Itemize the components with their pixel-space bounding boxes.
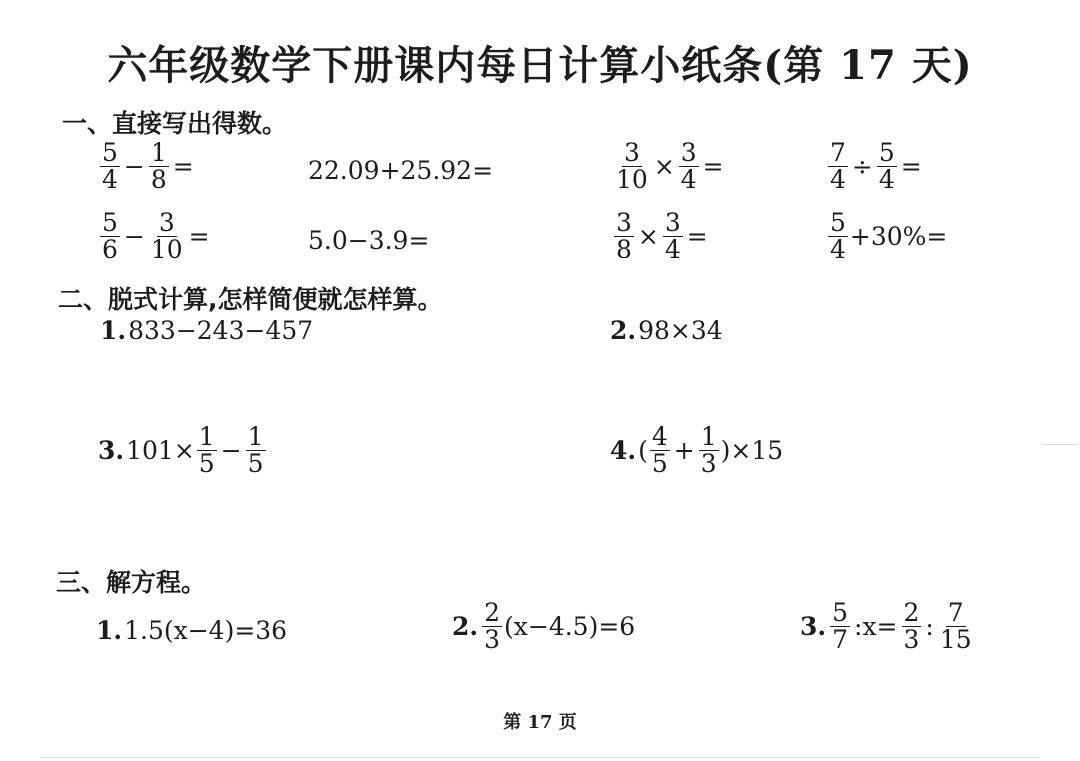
page-edge	[40, 757, 1040, 758]
fraction: $\frac{3}{4}$	[664, 208, 681, 265]
fraction: $\frac{1}{5}$	[247, 422, 264, 479]
fraction: $\frac{3}{4}$	[680, 138, 697, 195]
s1-item-5: $\frac{5}{6}$ − $\frac{3}{10}$ =	[102, 208, 210, 265]
fraction: $\frac{2}{3}$	[903, 598, 920, 655]
fraction: $\frac{5}{7}$	[832, 598, 849, 655]
s2-question-3: 3. 101× $\frac{1}{5}$ − $\frac{1}{5}$	[98, 422, 264, 479]
s3-question-2: 2. $\frac{2}{3}$ (x−4.5)=6	[452, 598, 636, 655]
fraction: $\frac{5}{4}$	[102, 138, 118, 195]
s1-item-6: 5.0−3.9=	[308, 226, 430, 255]
s1-item-7: $\frac{3}{8}$ × $\frac{3}{4}$ =	[616, 208, 708, 265]
fraction: $\frac{3}{8}$	[616, 208, 632, 265]
s3-question-3: 3. $\frac{5}{7}$ :x= $\frac{2}{3}$ : $\frac{7}{15}$	[800, 598, 972, 655]
fraction: $\frac{1}{3}$	[700, 422, 717, 479]
s2-question-4: 4. ( $\frac{4}{5}$ + $\frac{1}{3}$ )×15	[610, 422, 784, 479]
fraction: $\frac{3}{10}$	[616, 138, 648, 195]
s1-item-4: $\frac{7}{4}$ ÷ $\frac{5}{4}$ =	[830, 138, 922, 195]
fraction: $\frac{1}{8}$	[150, 138, 167, 195]
fraction: $\frac{3}{10}$	[150, 208, 183, 265]
fraction: $\frac{2}{3}$	[484, 598, 501, 655]
section1-heading: 一、直接写出得数。	[62, 109, 288, 138]
s3-question-1: 1. 1.5(x−4)=36	[96, 616, 288, 645]
scan-mark	[1042, 444, 1078, 445]
s1-item-3: $\frac{3}{10}$ × $\frac{3}{4}$ =	[616, 138, 724, 195]
section3-heading: 三、解方程。	[56, 568, 207, 597]
s1-item-8: $\frac{5}{4}$ +30%=	[830, 208, 948, 265]
s1-item-2: 22.09+25.92=	[308, 156, 494, 185]
fraction: $\frac{7}{4}$	[830, 138, 846, 195]
page-number: 第 17 页	[503, 712, 577, 733]
s2-question-1: 1. 833−243−457	[100, 316, 314, 345]
fraction: $\frac{5}{4}$	[878, 138, 895, 195]
fraction: $\frac{5}{4}$	[830, 208, 846, 265]
page-title: 六年级数学下册课内每日计算小纸条(第 17 天)	[107, 42, 973, 89]
fraction: $\frac{7}{15}$	[939, 598, 972, 655]
fraction: $\frac{5}{6}$	[102, 208, 118, 265]
s2-question-2: 2. 98×34	[610, 316, 723, 345]
s1-item-1: $\frac{5}{4}$ − $\frac{1}{8}$ =	[102, 138, 194, 195]
section2-heading: 二、脱式计算,怎样简便就怎样算。	[58, 285, 443, 314]
fraction: $\frac{4}{5}$	[651, 422, 668, 479]
fraction: $\frac{1}{5}$	[198, 422, 215, 479]
